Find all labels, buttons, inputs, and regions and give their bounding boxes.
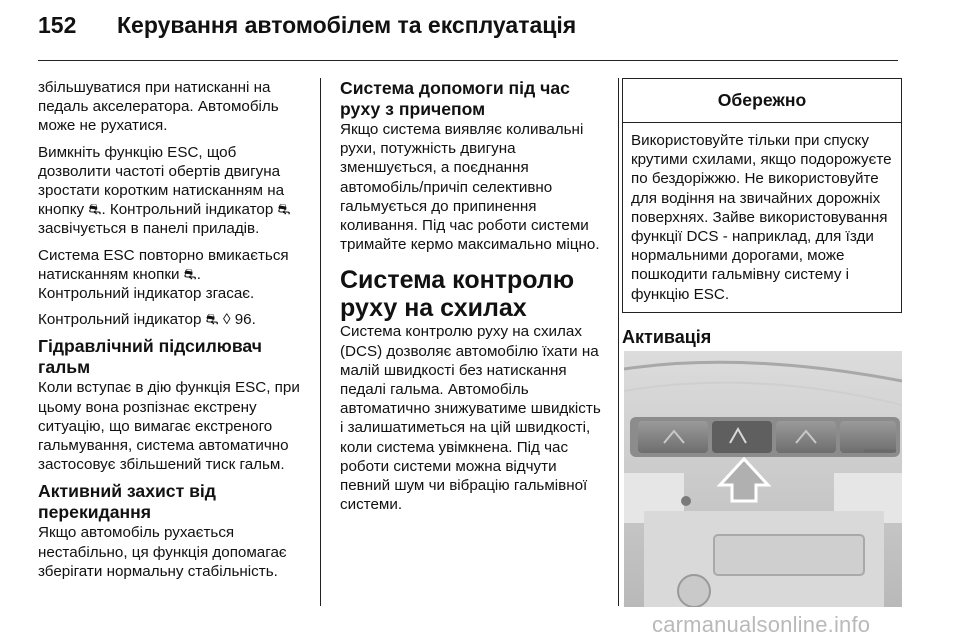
header-divider: [38, 60, 898, 61]
panel-button: [638, 421, 708, 453]
section-heading-large: Система контролю руху на схилах: [340, 266, 575, 323]
caution-box: [622, 78, 902, 313]
paragraph: Якщо система виявляє коливальні рухи, потужність двигуна зменшується, а поєднання автомобіль/причіп селективно гальмується до припинення коливання. Під час роботи системи тримайте кермо максимально міцно.: [340, 121, 600, 254]
paragraph: збільшуватися при натисканні на педаль акселератора. Автомобіль може не рухатися.: [38, 79, 279, 135]
knob-icon: [678, 575, 710, 607]
section-heading: Гідравлічний підсилювач гальм: [38, 336, 262, 378]
paragraph: Коли вступає в дію функція ESC, при цьому вона розпізнає екстрену ситуацію, що вимагає екстреного гальмування, система автоматично застосовує збільшений тиск гальм.: [38, 379, 300, 474]
caution-text: Використовуйте тільки при спуску крутими схилами, якщо подорожуєте по бездоріжжю. Не використовуйте для водіння на звичайних дорожніх поверхнях. Зайве використовування функції DCS - наприклад, для їзди нормальними дорогами, може пошкодити гальмівну систему і функцію ESC.: [631, 132, 892, 303]
page-title: Керування автомобілем та експлуатація: [117, 12, 577, 38]
paragraph: Система ESC повторно вмикається натисканням кнопки ⛐.: [38, 246, 289, 283]
watermark: carmanualsonline.info: [652, 612, 871, 637]
paragraph: Система контролю руху на схилах (DCS) дозволяє автомобілю їхати на малій швидкості без натискання педалі гальма. Автомобіль автоматично знижуватиме швидкість і залишатиметься на цій швидкості, коли система увімкнена. Під час роботи системи можна відчути певний шум чи вібрацію гальмівної системи.: [340, 323, 601, 514]
paragraph: Контрольний індикатор ⛐ ◊ 96.: [38, 311, 256, 329]
paragraph: Вимкніть функцію ESC, щоб дозволити частоті обертів двигуна зростати коротким натисканням на кнопку ⛐. Контрольний індикатор ⛐ засвічується в панелі приладів.: [38, 143, 291, 238]
column-divider-2: [618, 78, 619, 606]
column-left: [38, 78, 308, 588]
caution-body: [623, 123, 901, 312]
column-divider-1: [320, 78, 321, 606]
paragraph: Контрольний індикатор згасає.: [38, 285, 255, 303]
column-middle: [340, 78, 604, 521]
panel-button: [840, 421, 896, 453]
page-number: 152: [38, 12, 77, 38]
dcs-button-photo: [624, 351, 902, 607]
paragraph: Якщо автомобіль рухається нестабільно, ця функція допомагає зберігати нормальну стабільність.: [38, 524, 287, 580]
column-right: [622, 78, 902, 348]
knob-icon: [681, 496, 691, 506]
activation-heading: Активація: [622, 326, 712, 347]
caution-title: Обережно: [623, 79, 901, 123]
panel-button: [776, 421, 836, 453]
section-heading: Система допомоги під час руху з причепом: [340, 78, 570, 119]
section-heading: Активний захист від перекидання: [38, 481, 216, 523]
